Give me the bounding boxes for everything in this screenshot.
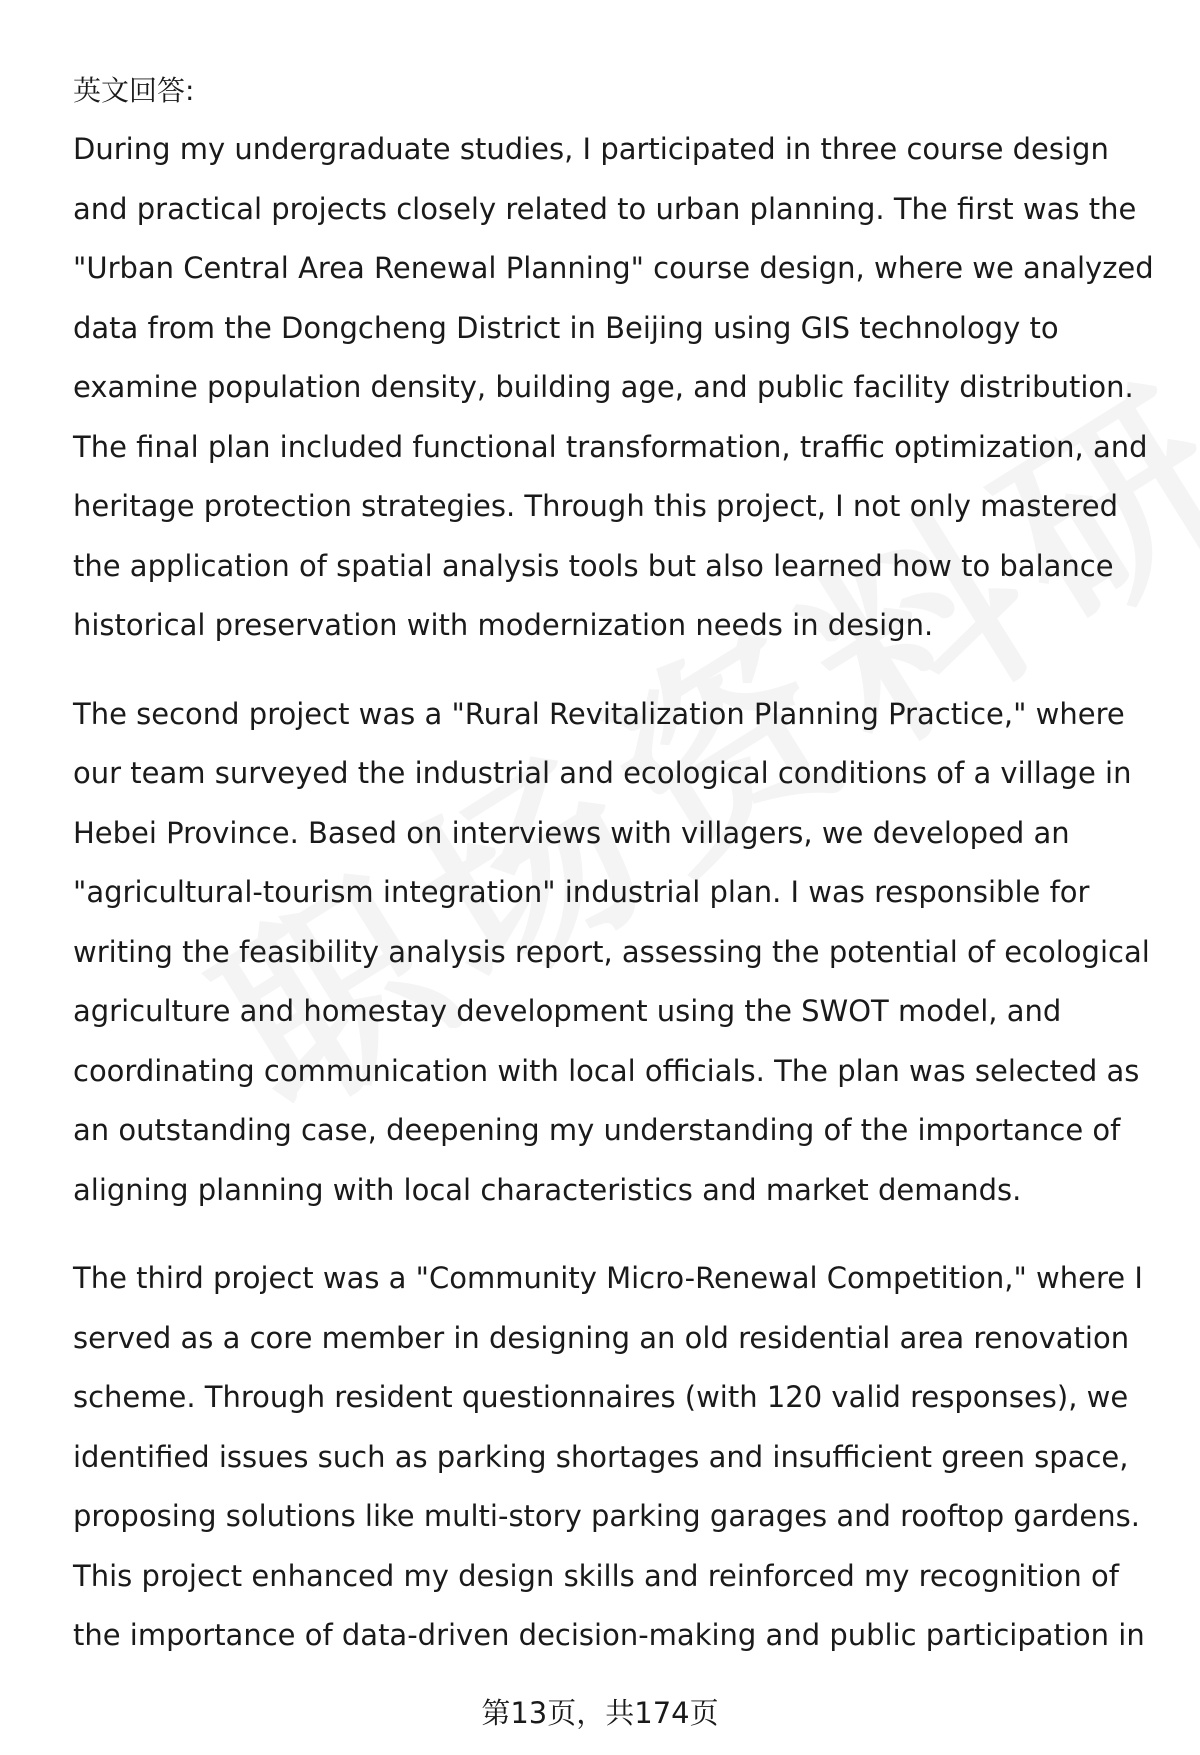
paragraph-2: The second project was a "Rural Revitalization Planning Practice," where our team surveyed the industrial and ecological conditions of a village in Hebei Province. Based on interviews with villagers, we developed an "agricultural-tourism integration" industrial plan. I was responsible for writing the feasibility analysis report, assessing the potential of ecological agriculture and homestay development using the SWOT model, and coordinating communication with local officials. The plan was selected as an outstanding case, deepening my understanding of the importance of aligning planning with local characteristics and market demands. bbox=[73, 696, 1150, 1207]
page-number-footer: 第13页，共174页 bbox=[481, 1696, 719, 1730]
page-content bbox=[73, 62, 1163, 1666]
answer-heading: 英文回答: bbox=[73, 74, 195, 107]
paragraph-3: The third project was a "Community Micro-Renewal Competition," where I served as a core member in designing an old residential area renovation scheme. Through resident questionnaires (with 120 valid responses), we identified issues such as parking shortages and insufficient green space, proposing solutions like multi-story parking garages and rooftop gardens. This project enhanced my design skills and reinforced my recognition of the importance of data-driven decision-making and public participation in bbox=[73, 1261, 1145, 1652]
paragraph-1: During my undergraduate studies, I participated in three course design and practical projects closely related to urban planning. The first was the "Urban Central Area Renewal Planning" course design, where we analyzed data from the Dongcheng District in Beijing using GIS technology to examine population density, building age, and public facility distribution. The final plan included functional transformation, traffic optimization, and heritage protection strategies. Through this project, I not only mastered the application of spatial analysis tools but also learned how to balance historical preservation with modernization needs in design. bbox=[73, 132, 1154, 642]
